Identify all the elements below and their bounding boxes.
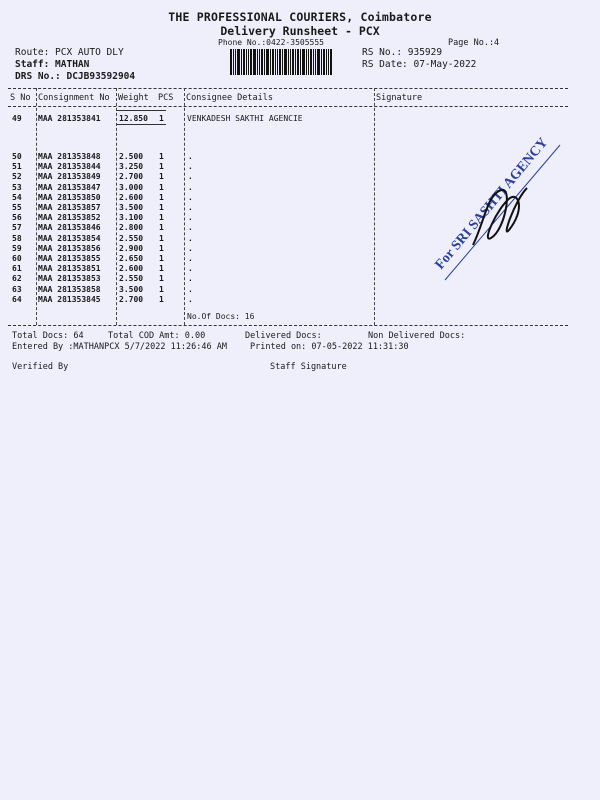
row-weight: 2.550 — [119, 233, 144, 243]
row-pcs: 1 — [159, 274, 164, 284]
row-sno: 59 — [12, 243, 22, 253]
row-sno: 50 — [12, 152, 22, 161]
row-sno: 52 — [12, 172, 22, 182]
row-weight: 3.100 — [119, 213, 144, 223]
column-header-weight: Weight — [118, 93, 149, 103]
row-consignment: MAA 281353848 — [38, 152, 101, 161]
row-consignment: MAA 281353854 — [38, 233, 101, 243]
row-consignee-dot: . — [188, 152, 193, 161]
row-sno: 56 — [12, 213, 22, 223]
column-divider — [36, 88, 37, 325]
row-consignment: MAA 281353847 — [38, 182, 101, 192]
weight-underline — [116, 110, 166, 111]
row-weight: 2.550 — [119, 274, 144, 284]
row-weight: 2.600 — [119, 192, 144, 202]
row-pcs: 1 — [159, 152, 164, 161]
row-consignee-dot: . — [188, 233, 193, 243]
row-pcs: 1 — [159, 223, 164, 233]
column-divider — [374, 88, 375, 325]
row-consignee-dot: . — [188, 243, 193, 253]
row-pcs: 1 — [159, 294, 164, 304]
column-header-pcs: PCS — [158, 93, 174, 103]
row-pcs: 1 — [159, 284, 164, 294]
row-pcs: 1 — [159, 203, 164, 212]
row-sno: 51 — [12, 162, 22, 172]
row-weight: 2.800 — [119, 223, 144, 233]
row-consignee-dot: . — [188, 223, 193, 233]
row-sno: 58 — [12, 233, 22, 243]
row-weight: 2.700 — [119, 294, 144, 304]
column-divider — [184, 88, 185, 325]
row-sno: 62 — [12, 274, 22, 284]
row-consignee-dot: . — [188, 284, 193, 294]
row-pcs: 1 — [159, 213, 164, 223]
row-sno: 60 — [12, 254, 22, 263]
drs-number: DRS No.: DCJB93592904 — [15, 71, 136, 82]
row-weight: 2.900 — [119, 243, 144, 253]
row-pcs: 1 — [159, 233, 164, 243]
row-sno: 53 — [12, 182, 22, 192]
row-sno: 57 — [12, 223, 22, 233]
row-consignment: MAA 281353857 — [38, 203, 101, 212]
row-sno: 64 — [12, 294, 22, 304]
row-consignee-dot: . — [188, 162, 193, 172]
staff: Staff: MATHAN — [15, 59, 90, 70]
row-sno: 61 — [12, 264, 22, 274]
row-consignee-dot: . — [188, 274, 193, 284]
column-header-sno: S No — [10, 93, 31, 103]
row-consignee-dot: . — [188, 192, 193, 202]
divider — [8, 88, 568, 89]
row-sno: 54 — [12, 192, 22, 202]
row-pcs: 1 — [159, 182, 164, 192]
total-cod: Total COD Amt: 0.00 — [108, 331, 206, 341]
row-consignee-dot: . — [188, 182, 193, 192]
row-pcs: 1 — [159, 254, 164, 263]
document-title: Delivery Runsheet - PCX — [220, 24, 380, 38]
row-pcs: 1 — [159, 243, 164, 253]
row-sno: 55 — [12, 203, 22, 212]
row-consignment: MAA 281353844 — [38, 162, 101, 172]
printed-on: Printed on: 07-05-2022 11:31:30 — [250, 342, 409, 352]
no-of-docs: No.Of Docs: 16 — [187, 312, 255, 321]
verified-by: Verified By — [12, 362, 69, 372]
row-pcs: 1 — [159, 172, 164, 182]
row-consignment: MAA 281353845 — [38, 294, 101, 304]
row-consignment: MAA 281353856 — [38, 243, 101, 253]
non-delivered-docs: Non Delivered Docs: — [368, 331, 466, 341]
row-consignment: MAA 281353855 — [38, 254, 101, 263]
first-row-pcs: 1 — [159, 114, 164, 123]
row-sno: 63 — [12, 284, 22, 294]
row-consignment: MAA 281353846 — [38, 223, 101, 233]
route: Route: PCX AUTO DLY — [15, 47, 124, 58]
row-consignment: MAA 281353858 — [38, 284, 101, 294]
delivered-docs: Delivered Docs: — [245, 331, 322, 341]
rs-number: RS No.: 935929 — [362, 47, 443, 58]
row-consignee-dot: . — [188, 203, 193, 212]
row-consignee-dot: . — [188, 264, 193, 274]
row-consignee-dot: . — [188, 213, 193, 223]
row-consignee-dot: . — [188, 172, 193, 182]
weight-underline — [116, 124, 166, 125]
row-consignee-dot: . — [188, 254, 193, 263]
staff-signature: Staff Signature — [270, 362, 347, 372]
first-row-weight: 12.850 — [119, 114, 148, 123]
divider — [8, 106, 568, 107]
company-title: THE PROFESSIONAL COURIERS, Coimbatore — [168, 10, 432, 24]
row-consignee-dot: . — [188, 294, 193, 304]
row-pcs: 1 — [159, 192, 164, 202]
row-weight: 3.250 — [119, 162, 144, 172]
row-weight: 3.000 — [119, 182, 144, 192]
entered-by: Entered By :MATHANPCX 5/7/2022 11:26:46 AM — [12, 342, 227, 352]
column-header-signature: Signature — [376, 93, 423, 103]
row-consignment: MAA 281353851 — [38, 264, 101, 274]
divider — [8, 325, 568, 326]
phone-number: Phone No.:0422-3505555 — [218, 38, 324, 47]
first-row-consignment: MAA 281353841 — [38, 114, 101, 123]
barcode — [230, 49, 354, 75]
row-consignment: MAA 281353852 — [38, 213, 101, 223]
page-number: Page No.:4 — [448, 38, 500, 48]
first-row-consignee: VENKADESH SAKTHI AGENCIE — [187, 114, 303, 123]
first-row-sno: 49 — [12, 114, 22, 123]
row-weight: 2.650 — [119, 254, 144, 263]
rs-date: RS Date: 07-May-2022 — [362, 59, 477, 70]
row-weight: 3.500 — [119, 203, 144, 212]
row-pcs: 1 — [159, 264, 164, 274]
row-pcs: 1 — [159, 162, 164, 172]
row-weight: 3.500 — [119, 284, 144, 294]
row-weight: 2.700 — [119, 172, 144, 182]
row-weight: 2.600 — [119, 264, 144, 274]
column-header-consignment: Consignment No — [38, 93, 110, 103]
stamp-text: For SRI SASHTI AGENCY — [432, 135, 552, 273]
total-docs: Total Docs: 64 — [12, 331, 84, 341]
row-weight: 2.500 — [119, 152, 144, 161]
row-consignment: MAA 281353850 — [38, 192, 101, 202]
row-consignment: MAA 281353849 — [38, 172, 101, 182]
row-consignment: MAA 281353853 — [38, 274, 101, 284]
agency-stamp — [415, 130, 575, 290]
column-header-consignee: Consignee Details — [186, 93, 273, 103]
